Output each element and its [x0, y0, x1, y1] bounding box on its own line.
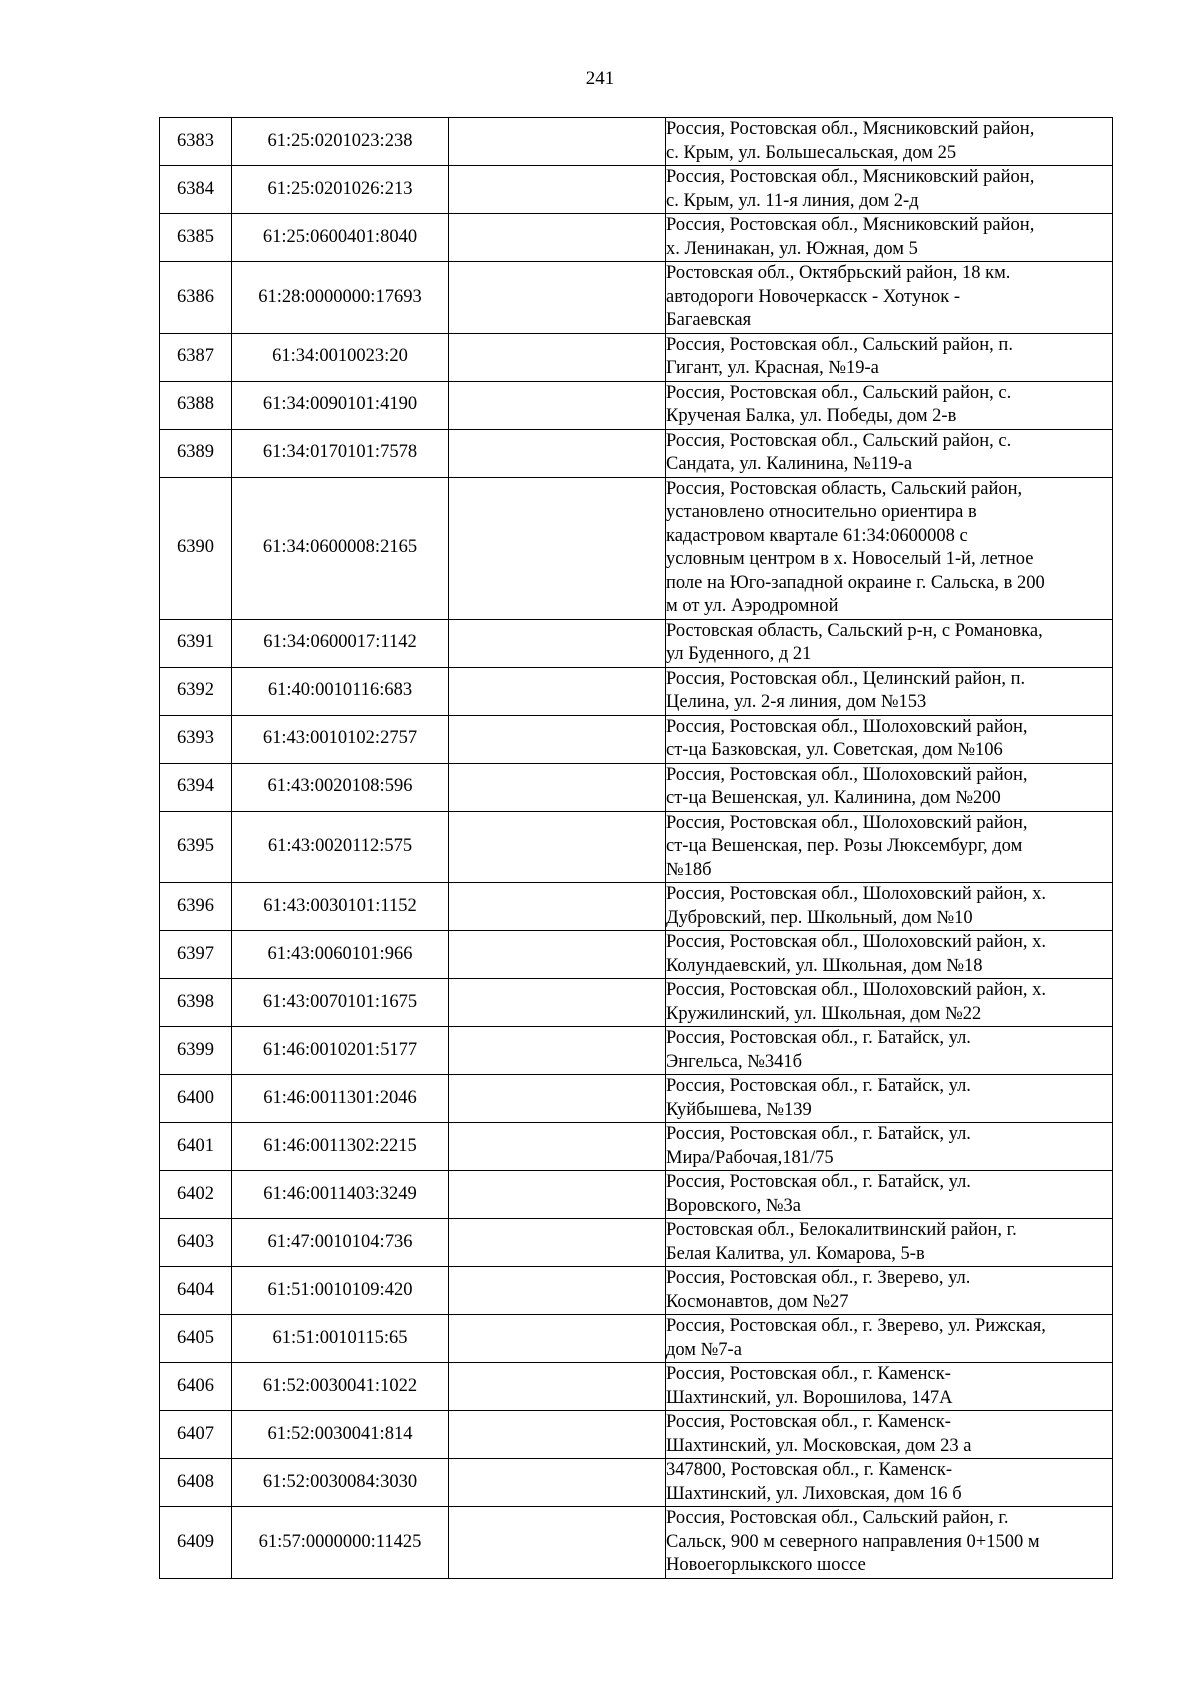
address-cell [666, 1123, 1113, 1171]
page-number: 241 [585, 68, 615, 89]
address-line: Россия, Ростовская обл., Шолоховский район, [666, 716, 1028, 737]
table-row [160, 715, 1113, 763]
table-row [160, 1075, 1113, 1123]
address-line: Новоегорлыкского шоссе [666, 1555, 866, 1575]
address-line: Россия, Ростовская обл., Сальский район, с. [666, 430, 1012, 451]
empty-cell [449, 429, 666, 477]
empty-cell [449, 1267, 666, 1315]
cadastral-number: 61:25:0201023:238 [232, 118, 449, 166]
empty-cell [449, 1171, 666, 1219]
empty-cell [449, 979, 666, 1027]
empty-cell [449, 667, 666, 715]
address-line: х. Ленинакан, ул. Южная, дом 5 [666, 238, 918, 259]
address-line: Россия, Ростовская обл., г. Каменск- [666, 1412, 951, 1432]
cadastral-number: 61:28:0000000:17693 [232, 262, 449, 334]
address-line: Россия, Ростовская обл., Целинский район, п. [666, 668, 1026, 689]
table-row [160, 979, 1113, 1027]
address-line: №18б [666, 859, 712, 880]
cadastral-number: 61:40:0010116:683 [232, 667, 449, 715]
row-number: 6386 [160, 262, 232, 334]
address-line: поле на Юго-западной окраине г. Сальска, в 200 [666, 572, 1045, 593]
empty-cell [449, 166, 666, 214]
table-row [160, 667, 1113, 715]
empty-cell [449, 262, 666, 334]
address-line: Крученая Балка, ул. Победы, дом 2-в [666, 406, 957, 426]
row-number: 6404 [160, 1267, 232, 1315]
empty-cell [449, 1219, 666, 1267]
cadastral-number: 61:52:0030041:1022 [232, 1363, 449, 1411]
empty-cell [449, 811, 666, 883]
address-cell [666, 381, 1113, 429]
row-number: 6402 [160, 1171, 232, 1219]
address-cell [666, 667, 1113, 715]
cadastral-number: 61:25:0201026:213 [232, 166, 449, 214]
address-line: Ростовская обл., Октябрьский район, 18 км. [666, 263, 1011, 283]
address-line: Дубровский, пер. Школьный, дом №10 [666, 907, 973, 928]
address-line: Россия, Ростовская обл., Мясниковский район, [666, 167, 1035, 187]
registry-table-body [160, 118, 1113, 1579]
address-line: Сальск, 900 м северного направления 0+1500 м [666, 1531, 1040, 1552]
address-cell [666, 1267, 1113, 1315]
address-line: Колундаевский, ул. Школьная, дом №18 [666, 955, 983, 976]
address-line: с. Крым, ул. 11-я линия, дом 2-д [666, 190, 919, 211]
address-line: Россия, Ростовская обл., г. Батайск, ул. [666, 1076, 971, 1096]
cadastral-number: 61:34:0170101:7578 [232, 429, 449, 477]
address-line: Целина, ул. 2-я линия, дом №153 [666, 692, 927, 712]
cadastral-number: 61:34:0600017:1142 [232, 619, 449, 667]
address-line: Шахтинский, ул. Ворошилова, 147А [666, 1387, 953, 1408]
address-cell [666, 931, 1113, 979]
table-row [160, 883, 1113, 931]
row-number: 6405 [160, 1315, 232, 1363]
cadastral-number: 61:43:0030101:1152 [232, 883, 449, 931]
row-number: 6391 [160, 619, 232, 667]
address-cell [666, 429, 1113, 477]
address-cell [666, 262, 1113, 334]
table-row [160, 1459, 1113, 1507]
row-number: 6393 [160, 715, 232, 763]
row-number: 6399 [160, 1027, 232, 1075]
empty-cell [449, 1507, 666, 1579]
address-line: 347800, Ростовская обл., г. Каменск- [666, 1460, 953, 1480]
cadastral-number: 61:46:0011403:3249 [232, 1171, 449, 1219]
address-cell [666, 619, 1113, 667]
table-row [160, 619, 1113, 667]
empty-cell [449, 381, 666, 429]
row-number: 6403 [160, 1219, 232, 1267]
table-row [160, 214, 1113, 262]
address-line: Ростовская область, Сальский р-н, с Романовка, [666, 620, 1043, 641]
empty-cell [449, 1411, 666, 1459]
row-number: 6407 [160, 1411, 232, 1459]
address-line: Россия, Ростовская обл., Шолоховский район, х. [666, 884, 1047, 904]
address-cell [666, 883, 1113, 931]
row-number: 6395 [160, 811, 232, 883]
address-line: Мира/Рабочая,181/75 [666, 1147, 834, 1168]
cadastral-number: 61:46:0010201:5177 [232, 1027, 449, 1075]
empty-cell [449, 715, 666, 763]
row-number: 6389 [160, 429, 232, 477]
cadastral-number: 61:34:0090101:4190 [232, 381, 449, 429]
address-line: Шахтинский, ул. Московская, дом 23 а [666, 1435, 972, 1456]
cadastral-number: 61:43:0020108:596 [232, 763, 449, 811]
address-line: Кружилинский, ул. Школьная, дом №22 [666, 1003, 982, 1024]
address-line: дом №7-а [666, 1339, 742, 1360]
row-number: 6398 [160, 979, 232, 1027]
cadastral-number: 61:43:0070101:1675 [232, 979, 449, 1027]
address-line: Россия, Ростовская обл., г. Батайск, ул. [666, 1172, 971, 1192]
row-number: 6384 [160, 166, 232, 214]
table-row [160, 381, 1113, 429]
address-cell [666, 1027, 1113, 1075]
address-line: с. Крым, ул. Большесальская, дом 25 [666, 142, 957, 163]
cadastral-number: 61:47:0010104:736 [232, 1219, 449, 1267]
empty-cell [449, 214, 666, 262]
table-row [160, 1363, 1113, 1411]
address-line: Россия, Ростовская обл., Мясниковский район, [666, 215, 1035, 235]
cadastral-number: 61:51:0010115:65 [232, 1315, 449, 1363]
address-cell [666, 1219, 1113, 1267]
empty-cell [449, 1315, 666, 1363]
empty-cell [449, 477, 666, 619]
address-cell [666, 477, 1113, 619]
row-number: 6388 [160, 381, 232, 429]
table-row [160, 477, 1113, 619]
table-row [160, 1171, 1113, 1219]
address-line: Россия, Ростовская область, Сальский район, [666, 478, 1023, 499]
address-cell [666, 118, 1113, 166]
row-number: 6390 [160, 477, 232, 619]
table-row [160, 429, 1113, 477]
row-number: 6406 [160, 1363, 232, 1411]
address-line: Россия, Ростовская обл., г. Зверево, ул. [666, 1268, 971, 1288]
row-number: 6394 [160, 763, 232, 811]
cadastral-number: 61:43:0010102:2757 [232, 715, 449, 763]
address-line: ул Буденного, д 21 [666, 644, 812, 664]
address-cell [666, 1171, 1113, 1219]
cadastral-number: 61:34:0010023:20 [232, 333, 449, 381]
empty-cell [449, 1027, 666, 1075]
address-line: установлено относительно ориентира в [666, 502, 977, 522]
address-line: Куйбышева, №139 [666, 1099, 812, 1120]
address-cell [666, 1459, 1113, 1507]
table-row [160, 1315, 1113, 1363]
address-line: автодороги Новочеркасск - Хотунок - [666, 286, 961, 307]
row-number: 6408 [160, 1459, 232, 1507]
address-line: Россия, Ростовская обл., Сальский район, с. [666, 382, 1012, 403]
row-number: 6409 [160, 1507, 232, 1579]
address-line: Россия, Ростовская обл., Шолоховский район, [666, 764, 1028, 785]
row-number: 6392 [160, 667, 232, 715]
empty-cell [449, 883, 666, 931]
address-line: Россия, Ростовская обл., Шолоховский район, х. [666, 980, 1047, 1000]
address-line: Россия, Ростовская обл., Шолоховский район, [666, 812, 1028, 833]
cadastral-number: 61:43:0020112:575 [232, 811, 449, 883]
table-row [160, 811, 1113, 883]
address-line: Багаевская [666, 310, 752, 330]
table-row [160, 166, 1113, 214]
address-line: Белая Калитва, ул. Комарова, 5-в [666, 1243, 925, 1264]
table-row [160, 262, 1113, 334]
table-row [160, 1123, 1113, 1171]
row-number: 6385 [160, 214, 232, 262]
row-number: 6400 [160, 1075, 232, 1123]
row-number: 6383 [160, 118, 232, 166]
address-line: Россия, Ростовская обл., Сальский район, г. [666, 1508, 1009, 1528]
address-line: Энгельса, №341б [666, 1051, 803, 1072]
table-row [160, 1027, 1113, 1075]
address-cell [666, 979, 1113, 1027]
empty-cell [449, 118, 666, 166]
table-row [160, 333, 1113, 381]
address-line: Шахтинский, ул. Лиховская, дом 16 б [666, 1483, 962, 1504]
address-line: ст-ца Вешенская, пер. Розы Люксембург, дом [666, 836, 1023, 856]
empty-cell [449, 1459, 666, 1507]
address-line: Россия, Ростовская обл., г. Каменск- [666, 1364, 951, 1384]
table-row [160, 931, 1113, 979]
table-row [160, 1219, 1113, 1267]
cadastral-number: 61:57:0000000:11425 [232, 1507, 449, 1579]
address-line: ст-ца Базковская, ул. Советская, дом №106 [666, 740, 1003, 760]
address-line: условным центром в х. Новоселый 1-й, летное [666, 549, 1034, 569]
table-row [160, 1507, 1113, 1579]
address-cell [666, 1363, 1113, 1411]
address-line: Россия, Ростовская обл., Сальский район, п. [666, 334, 1013, 355]
registry-table [159, 117, 1113, 1579]
cadastral-number: 61:52:0030041:814 [232, 1411, 449, 1459]
address-line: кадастровом квартале 61:34:0600008 с [666, 525, 968, 546]
cadastral-number: 61:34:0600008:2165 [232, 477, 449, 619]
row-number: 6396 [160, 883, 232, 931]
address-cell [666, 715, 1113, 763]
empty-cell [449, 333, 666, 381]
address-line: Воровского, №3а [666, 1195, 801, 1216]
address-line: Россия, Ростовская обл., г. Зверево, ул. Рижская, [666, 1316, 1046, 1336]
address-line: Гигант, ул. Красная, №19-а [666, 358, 879, 378]
address-cell [666, 811, 1113, 883]
address-line: ст-ца Вешенская, ул. Калинина, дом №200 [666, 788, 1001, 808]
address-line: Россия, Ростовская обл., Мясниковский район, [666, 119, 1035, 139]
address-cell [666, 166, 1113, 214]
address-line: Ростовская обл., Белокалитвинский район, г. [666, 1220, 1017, 1240]
address-cell [666, 333, 1113, 381]
table-row [160, 763, 1113, 811]
address-line: м от ул. Аэродромной [666, 596, 839, 616]
cadastral-number: 61:43:0060101:966 [232, 931, 449, 979]
address-cell [666, 1315, 1113, 1363]
address-cell [666, 763, 1113, 811]
address-line: Сандата, ул. Калинина, №119-а [666, 454, 913, 474]
row-number: 6401 [160, 1123, 232, 1171]
empty-cell [449, 1363, 666, 1411]
empty-cell [449, 1075, 666, 1123]
cadastral-number: 61:25:0600401:8040 [232, 214, 449, 262]
empty-cell [449, 619, 666, 667]
address-line: Россия, Ростовская обл., г. Батайск, ул. [666, 1028, 971, 1048]
empty-cell [449, 763, 666, 811]
address-cell [666, 1411, 1113, 1459]
row-number: 6387 [160, 333, 232, 381]
table-row [160, 118, 1113, 166]
cadastral-number: 61:52:0030084:3030 [232, 1459, 449, 1507]
address-line: Россия, Ростовская обл., г. Батайск, ул. [666, 1124, 971, 1144]
address-cell [666, 214, 1113, 262]
row-number: 6397 [160, 931, 232, 979]
empty-cell [449, 931, 666, 979]
address-cell [666, 1507, 1113, 1579]
table-row [160, 1267, 1113, 1315]
address-cell [666, 1075, 1113, 1123]
cadastral-number: 61:46:0011302:2215 [232, 1123, 449, 1171]
cadastral-number: 61:51:0010109:420 [232, 1267, 449, 1315]
table-row [160, 1411, 1113, 1459]
address-line: Космонавтов, дом №27 [666, 1291, 849, 1312]
address-line: Россия, Ростовская обл., Шолоховский район, х. [666, 932, 1047, 952]
cadastral-number: 61:46:0011301:2046 [232, 1075, 449, 1123]
empty-cell [449, 1123, 666, 1171]
